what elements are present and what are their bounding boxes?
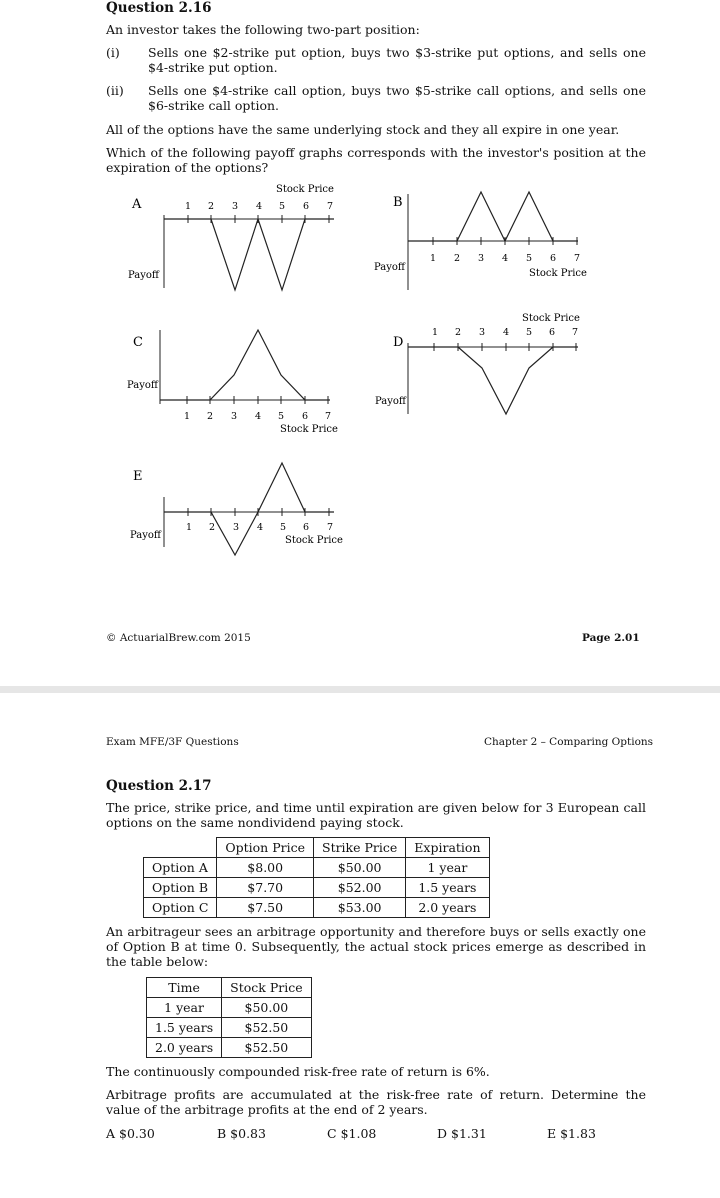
option-c-expiration: 2.0 years [406,898,489,918]
graph-e-tick-1: 1 [186,522,193,533]
question-2-16-title: Question 2.16 [106,0,212,16]
option-c-price: $7.50 [217,898,314,918]
graph-d-letter: D [393,335,404,350]
graph-b-tick-1: 1 [430,253,437,264]
graph-b-letter: B [393,195,403,210]
graph-b-ylabel: Payoff [374,262,406,273]
option-b-strike: $52.00 [314,878,406,898]
option-a-price: $8.00 [217,858,314,878]
q216-intro: An investor takes the following two-part position: [106,22,420,37]
graph-e-tick-3: 3 [233,522,240,533]
header-option-price: Option Price [217,838,314,858]
q216-item-ii-num: (ii) [106,83,124,98]
answer-a-value: $0.30 [119,1126,155,1141]
graph-d [360,306,720,421]
answer-d-letter: D [437,1126,448,1141]
graph-b [360,178,720,298]
stock-price-cell: $52.50 [222,1038,311,1058]
option-a-expiration: 1 year [406,858,489,878]
graph-c-xlabel: Stock Price [280,424,338,435]
graph-c-tick-3: 3 [231,411,238,422]
options-table-corner [144,838,217,858]
graph-a-tick-4: 4 [256,201,263,212]
graph-a-tick-6: 6 [303,201,310,212]
graph-a-tick-2: 2 [208,201,215,212]
header-strike-price: Strike Price [314,838,406,858]
option-b-expiration: 1.5 years [406,878,489,898]
graph-b-xlabel: Stock Price [529,268,587,279]
graph-d-ylabel: Payoff [375,396,407,407]
time-cell: 1.5 years [147,1018,222,1038]
graph-e-tick-6: 6 [303,522,310,533]
options-table-header [144,838,490,858]
graph-e-tick-2: 2 [209,522,216,533]
graph-e-letter: E [133,469,143,484]
graph-a-tick-3: 3 [232,201,239,212]
graph-c-payoff-line [160,330,330,400]
stock-price-cell: $50.00 [222,998,311,1018]
footer-copyright: © ActuarialBrew.com 2015 [106,632,251,644]
graph-b-tick-3: 3 [478,253,485,264]
graph-d-tick-3: 3 [479,327,486,338]
stock-price-cell: $52.50 [222,1018,311,1038]
answer-e-value: $1.83 [560,1126,596,1141]
graph-c-tick-7: 7 [325,411,332,422]
stock-prices-table [146,977,312,1058]
table-row [144,878,490,898]
graph-a-xlabel: Stock Price [276,184,334,195]
table-row [144,858,490,878]
graph-e-tick-4: 4 [257,522,264,533]
q217-intro: The price, strike price, and time until expiration are given below for 3 European call options on the same nondividend paying stock. [106,800,646,830]
graph-d-tick-4: 4 [503,327,510,338]
graph-c [0,318,360,443]
page-separator [0,686,720,693]
graph-b-payoff-line [408,192,578,241]
graph-d-tick-2: 2 [455,327,462,338]
graph-c-tick-2: 2 [207,411,214,422]
answer-a [106,1126,155,1141]
graph-d-tick-7: 7 [572,327,579,338]
graph-d-tick-5: 5 [526,327,533,338]
answer-c [327,1126,376,1141]
graph-a-ylabel: Payoff [128,270,160,281]
graph-c-letter: C [133,335,143,350]
graph-c-tick-5: 5 [278,411,285,422]
answer-b [217,1126,266,1141]
table-row [147,1018,312,1038]
header-time: Time [147,978,222,998]
option-b-label: Option B [144,878,217,898]
answer-b-letter: B [217,1126,227,1141]
q216-item-i-num: (i) [106,45,120,60]
graph-c-ylabel: Payoff [127,380,159,391]
graph-c-tick-1: 1 [184,411,191,422]
page-2 [0,693,720,1198]
time-cell: 1 year [147,998,222,1018]
graph-b-tick-5: 5 [526,253,533,264]
prices-table-header [147,978,312,998]
q217-middle: An arbitrageur sees an arbitrage opportunity and therefore buys or sells exactly one of Option B at time 0. Subsequently, the actual stock prices emerge as described in the table below: [106,924,646,969]
time-cell: 2.0 years [147,1038,222,1058]
graph-b-tick-4: 4 [502,253,509,264]
table-row [147,998,312,1018]
answer-a-letter: A [106,1126,116,1141]
graph-c-tick-6: 6 [302,411,309,422]
option-c-strike: $53.00 [314,898,406,918]
q216-item-i-text: Sells one $2-strike put option, buys two $3-strike put options, and sells one $4-strike put option. [148,45,646,75]
graph-a-tick-7: 7 [327,201,334,212]
footer-page-number: Page 2.01 [582,632,640,644]
graph-a-tick-5: 5 [279,201,286,212]
graph-b-tick-6: 6 [550,253,557,264]
q217-final: Arbitrage profits are accumulated at the risk-free rate of return. Determine the value of the arbitrage profits at the end of 2 years. [106,1087,646,1117]
graph-e-tick-7: 7 [327,522,334,533]
answer-c-value: $1.08 [340,1126,377,1141]
graph-a-letter: A [132,197,142,212]
answer-e [547,1126,596,1141]
graph-e-tick-5: 5 [280,522,287,533]
header-expiration: Expiration [406,838,489,858]
answer-d [437,1126,487,1141]
header-chapter: Chapter 2 – Comparing Options [484,736,654,748]
option-b-price: $7.70 [217,878,314,898]
graph-d-tick-6: 6 [549,327,556,338]
q216-question: Which of the following payoff graphs corresponds with the investor's position at the expiration of the options? [106,145,646,175]
answer-e-letter: E [547,1126,557,1141]
header-exam: Exam MFE/3F Questions [106,736,239,748]
q216-note: All of the options have the same underlying stock and they all expire in one year. [106,122,620,137]
answer-d-value: $1.31 [451,1126,487,1141]
q216-item-ii-text: Sells one $4-strike call option, buys two $5-strike call options, and sells one $6-strike call option. [148,83,646,113]
answer-b-value: $0.83 [230,1126,266,1141]
answer-c-letter: C [327,1126,337,1141]
graph-d-xlabel: Stock Price [522,313,580,324]
graph-e [0,455,360,560]
options-table [143,837,490,918]
question-2-17-title: Question 2.17 [106,778,212,794]
header-stock-price: Stock Price [222,978,311,998]
graph-d-tick-1: 1 [432,327,439,338]
graph-a [0,178,360,298]
graph-a-tick-1: 1 [185,201,192,212]
graph-c-tick-4: 4 [255,411,262,422]
graph-b-tick-2: 2 [454,253,461,264]
graph-d-payoff-line [408,347,578,414]
option-a-label: Option A [144,858,217,878]
option-c-label: Option C [144,898,217,918]
graph-a-payoff-line [164,219,334,290]
table-row [144,898,490,918]
graph-e-xlabel: Stock Price [285,535,343,546]
graph-e-ylabel: Payoff [130,530,162,541]
graph-b-tick-7: 7 [574,253,581,264]
table-row [147,1038,312,1058]
q217-rate: The continuously compounded risk-free rate of return is 6%. [106,1064,490,1079]
option-a-strike: $50.00 [314,858,406,878]
